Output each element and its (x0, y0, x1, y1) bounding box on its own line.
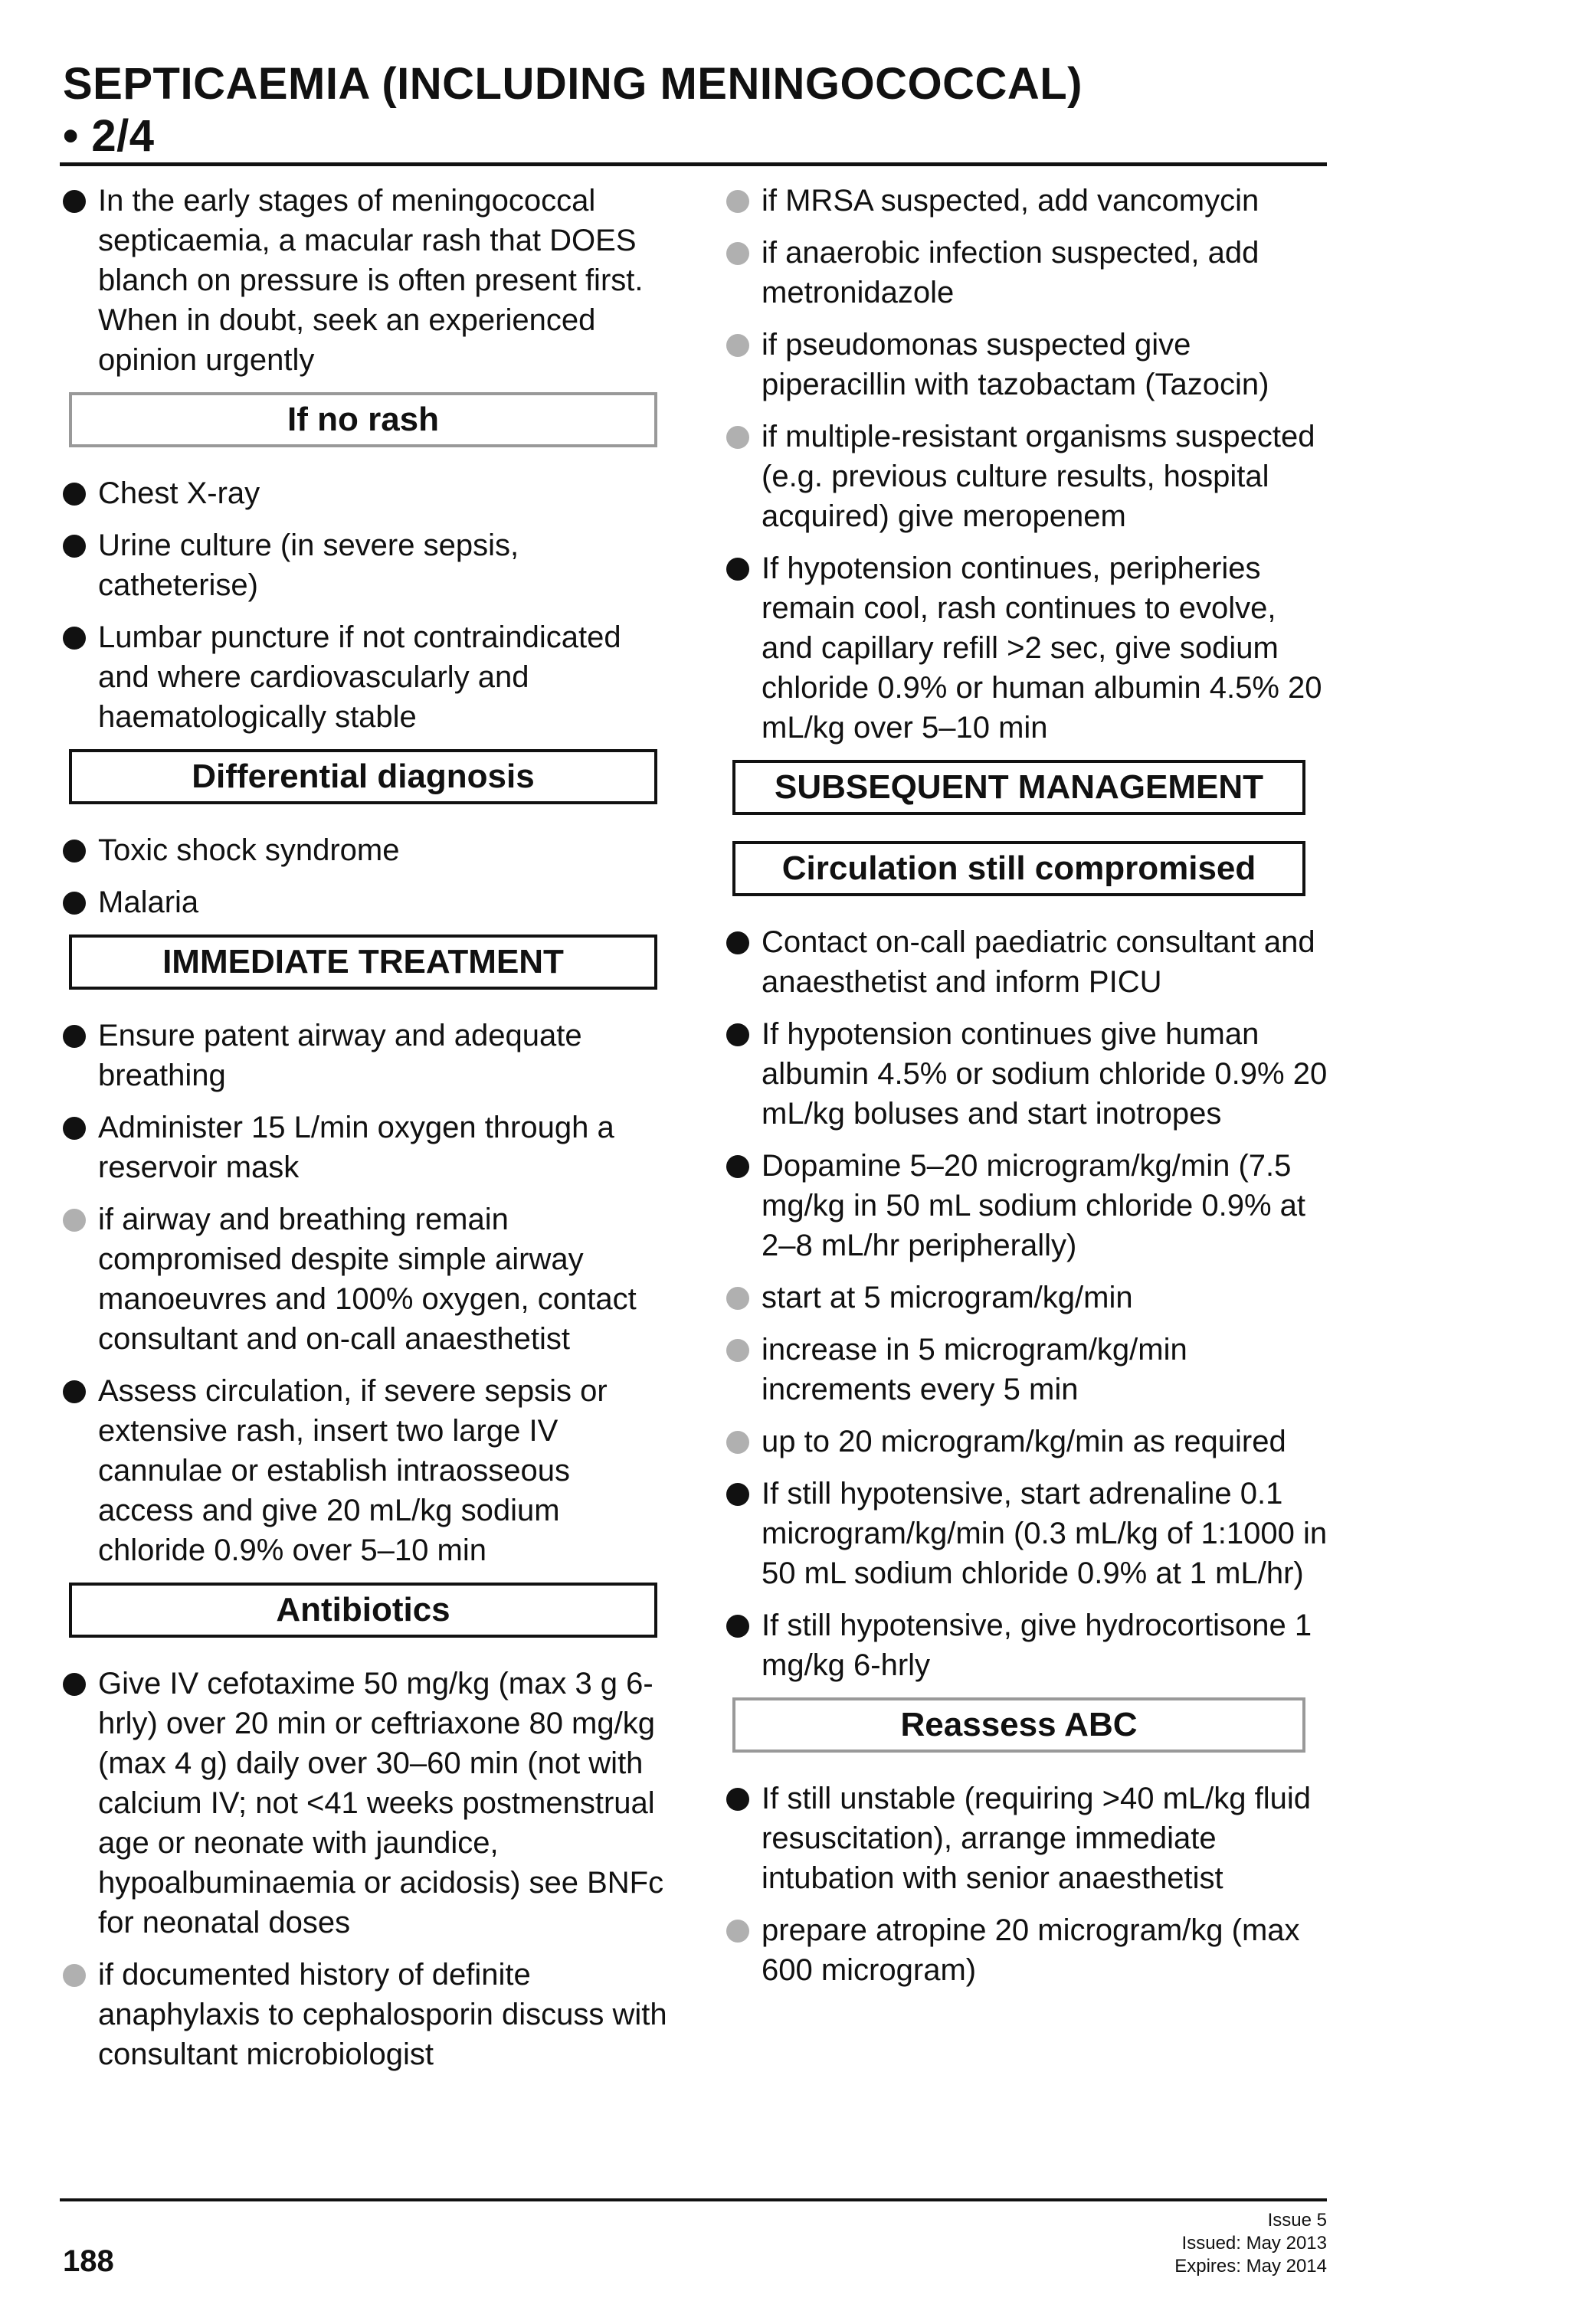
list-item: If still unstable (requiring >40 mL/kg fluid resuscitation), arrange immediate intubation with senior anaesthetist (723, 1779, 1328, 1898)
grey-bullet-icon (726, 1920, 749, 1943)
black-bullet-icon (726, 1155, 749, 1178)
list-item: if airway and breathing remain compromised despite simple airway manoeuvres and 100% oxygen, contact consultant and on-call anaesthetist (60, 1200, 673, 1359)
grey-bullet-icon (726, 1287, 749, 1310)
section-heading-reassess-abc: Reassess ABC (732, 1697, 1305, 1753)
issued-date: Issued: May 2013 (1181, 2233, 1327, 2254)
list-item: Toxic shock syndrome (60, 830, 673, 870)
right-column (723, 181, 1328, 2002)
section-heading-subsequent-management: SUBSEQUENT MANAGEMENT (732, 760, 1305, 815)
list-item: if pseudomonas suspected give piperacillin with tazobactam (Tazocin) (723, 325, 1328, 404)
section-heading-differential: Differential diagnosis (69, 749, 657, 804)
black-bullet-icon (63, 190, 86, 213)
expiry-date: Expires: May 2014 (1174, 2256, 1327, 2277)
list-item: if anaerobic infection suspected, add metronidazole (723, 233, 1328, 313)
list-item: if multiple-resistant organisms suspected (e.g. previous culture results, hospital acquired) give meropenem (723, 417, 1328, 536)
grey-bullet-icon (726, 242, 749, 265)
list-item: Dopamine 5–20 microgram/kg/min (7.5 mg/kg in 50 mL sodium chloride 0.9% at 2–8 mL/hr peripherally) (723, 1146, 1328, 1265)
list-item: increase in 5 microgram/kg/min increments every 5 min (723, 1330, 1328, 1409)
grey-bullet-icon (726, 1339, 749, 1362)
list-item: Contact on-call paediatric consultant and anaesthetist and inform PICU (723, 922, 1328, 1002)
title-line-1: SEPTICAEMIA (INCLUDING MENINGOCOCCAL) (63, 59, 1083, 109)
page-title (63, 58, 1319, 162)
title-divider (60, 162, 1327, 166)
black-bullet-icon (726, 1483, 749, 1506)
black-bullet-icon (63, 535, 86, 558)
grey-bullet-icon (726, 1431, 749, 1454)
black-bullet-icon (726, 1615, 749, 1638)
list-item: Malaria (60, 882, 673, 922)
black-bullet-icon (63, 840, 86, 862)
list-item: Administer 15 L/min oxygen through a reservoir mask (60, 1108, 673, 1187)
section-heading-circulation: Circulation still compromised (732, 841, 1305, 896)
list-item: if MRSA suspected, add vancomycin (723, 181, 1328, 221)
grey-bullet-icon (726, 334, 749, 357)
black-bullet-icon (726, 558, 749, 581)
section-heading-antibiotics: Antibiotics (69, 1583, 657, 1638)
grey-bullet-icon (63, 1964, 86, 1987)
list-item: Ensure patent airway and adequate breathing (60, 1016, 673, 1095)
page-number: 188 (63, 2244, 114, 2278)
list-item: If still hypotensive, give hydrocortisone 1 mg/kg 6-hrly (723, 1606, 1328, 1685)
list-item: Chest X-ray (60, 473, 673, 513)
issue-number: Issue 5 (1267, 2210, 1327, 2231)
section-heading-no-rash: If no rash (69, 392, 657, 447)
black-bullet-icon (63, 1673, 86, 1696)
grey-bullet-icon (726, 426, 749, 449)
list-item: if documented history of definite anaphylaxis to cephalosporin discuss with consultant microbiologist (60, 1955, 673, 2074)
list-item: start at 5 microgram/kg/min (723, 1278, 1328, 1317)
black-bullet-icon (63, 1025, 86, 1048)
list-item: Give IV cefotaxime 50 mg/kg (max 3 g 6-hrly) over 20 min or ceftriaxone 80 mg/kg (max 4 g) daily over 30–60 min (not with calcium IV; not <41 weeks postmenstrual age or neonate with jaundice, hypoalbuminaemia or acidosis) see BNFc for neonatal doses (60, 1664, 673, 1943)
black-bullet-icon (726, 931, 749, 954)
grey-bullet-icon (726, 190, 749, 213)
black-bullet-icon (726, 1788, 749, 1811)
black-bullet-icon (63, 1117, 86, 1140)
black-bullet-icon (63, 1380, 86, 1403)
footer-divider (60, 2198, 1327, 2201)
grey-bullet-icon (63, 1209, 86, 1232)
list-item: prepare atropine 20 microgram/kg (max 600 microgram) (723, 1910, 1328, 1990)
black-bullet-icon (63, 483, 86, 506)
list-item: up to 20 microgram/kg/min as required (723, 1422, 1328, 1462)
list-item: If still hypotensive, start adrenaline 0.1 microgram/kg/min (0.3 mL/kg of 1:1000 in 50 mL sodium chloride 0.9% at 1 mL/hr) (723, 1474, 1328, 1593)
issue-info (1174, 2209, 1327, 2278)
list-item: If hypotension continues give human albumin 4.5% or sodium chloride 0.9% 20 mL/kg boluses and start inotropes (723, 1014, 1328, 1134)
black-bullet-icon (726, 1023, 749, 1046)
black-bullet-icon (63, 892, 86, 915)
black-bullet-icon (63, 627, 86, 650)
section-heading-immediate-treatment: IMMEDIATE TREATMENT (69, 935, 657, 990)
left-column (60, 181, 673, 2087)
list-item: Urine culture (in severe sepsis, catheterise) (60, 525, 673, 605)
list-item: Lumbar puncture if not contraindicated and where cardiovascularly and haematologically stable (60, 617, 673, 737)
title-line-2: • 2/4 (63, 111, 155, 161)
list-item: If hypotension continues, peripheries remain cool, rash continues to evolve, and capillary refill >2 sec, give sodium chloride 0.9% or human albumin 4.5% 20 mL/kg over 5–10 min (723, 548, 1328, 748)
list-item: Assess circulation, if severe sepsis or extensive rash, insert two large IV cannulae or establish intraosseous access and give 20 mL/kg sodium chloride 0.9% over 5–10 min (60, 1371, 673, 1570)
list-item: In the early stages of meningococcal septicaemia, a macular rash that DOES blanch on pressure is often present first. When in doubt, seek an experienced opinion urgently (60, 181, 673, 380)
